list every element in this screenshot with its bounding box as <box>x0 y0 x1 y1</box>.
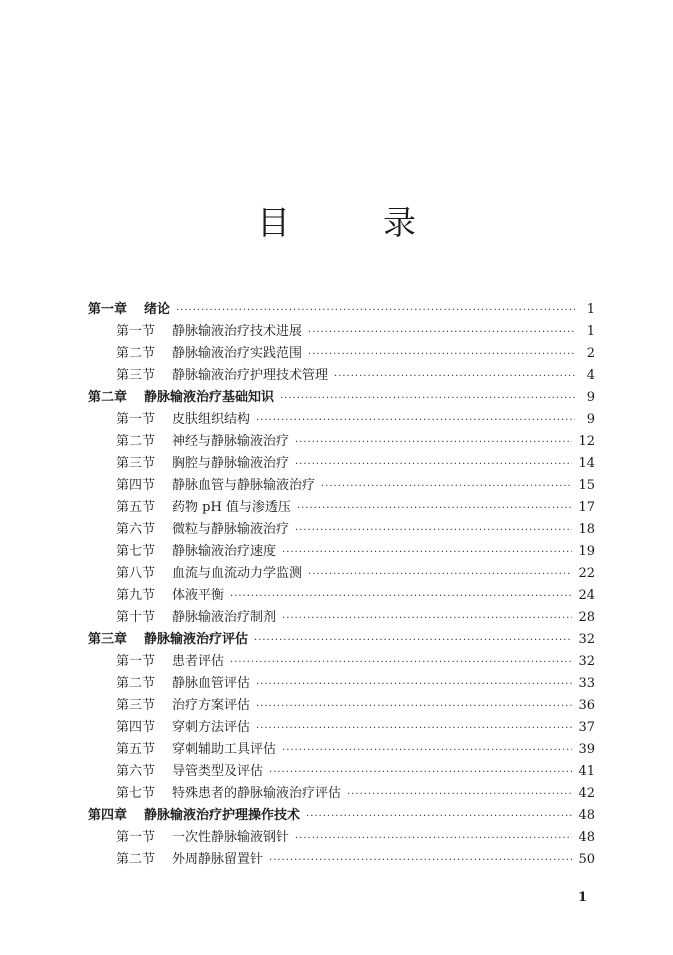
entry-title: 患者评估 <box>172 654 225 669</box>
dot-leader <box>282 740 572 762</box>
entry-page-number: 9 <box>586 412 595 427</box>
entry-title: 穿刺辅助工具评估 <box>172 742 277 757</box>
entry-number: 第五节 <box>116 742 156 757</box>
toc-section-entry[interactable] <box>88 585 595 607</box>
entry-number: 第二章 <box>88 390 128 405</box>
entry-page-number: 17 <box>578 500 595 515</box>
dot-leader <box>297 498 573 520</box>
entry-page-number: 1 <box>586 324 595 339</box>
entry-title: 静脉输液治疗护理技术管理 <box>172 368 329 383</box>
dot-leader <box>334 366 575 388</box>
entry-number: 第八节 <box>116 566 156 581</box>
dot-leader <box>282 608 572 630</box>
entry-page-number: 12 <box>578 434 595 449</box>
toc-section-entry[interactable] <box>88 431 595 453</box>
entry-number: 第四章 <box>88 808 128 823</box>
toc-section-entry[interactable] <box>88 695 595 717</box>
entry-title: 静脉血管评估 <box>172 676 251 691</box>
entry-number: 第三节 <box>116 368 156 383</box>
toc-section-entry[interactable] <box>88 673 595 695</box>
entry-title: 静脉输液治疗基础知识 <box>144 390 275 405</box>
entry-number: 第一节 <box>116 324 156 339</box>
entry-title: 静脉输液治疗评估 <box>144 632 249 647</box>
entry-title: 穿刺方法评估 <box>172 720 251 735</box>
dot-leader <box>256 718 572 740</box>
toc-section-entry[interactable] <box>88 409 595 431</box>
entry-page-number: 32 <box>578 632 595 647</box>
entry-page-number: 19 <box>578 544 595 559</box>
dot-leader <box>230 652 572 674</box>
entry-title: 特殊患者的静脉输液治疗评估 <box>172 786 342 801</box>
entry-number: 第二节 <box>116 346 156 361</box>
entry-number: 第二节 <box>116 434 156 449</box>
entry-page-number: 4 <box>586 368 595 383</box>
toc-section-entry[interactable] <box>88 321 595 343</box>
entry-page-number: 1 <box>586 302 595 317</box>
entry-number: 第二节 <box>116 852 156 867</box>
entry-title: 静脉输液治疗制剂 <box>172 610 277 625</box>
toc-section-entry[interactable] <box>88 343 595 365</box>
entry-page-number: 14 <box>578 456 595 471</box>
dot-leader <box>308 322 575 344</box>
toc-section-entry[interactable] <box>88 761 595 783</box>
dot-leader <box>295 454 572 476</box>
entry-number: 第九节 <box>116 588 156 603</box>
entry-number: 第一章 <box>88 302 128 317</box>
dot-leader <box>256 696 572 718</box>
toc-list <box>88 299 595 871</box>
toc-section-entry[interactable] <box>88 541 595 563</box>
toc-section-entry[interactable] <box>88 783 595 805</box>
entry-title: 血流与血流动力学监测 <box>172 566 303 581</box>
toc-section-entry[interactable] <box>88 453 595 475</box>
entry-title: 治疗方案评估 <box>172 698 251 713</box>
dot-leader <box>347 784 572 806</box>
entry-page-number: 48 <box>578 830 595 845</box>
entry-title: 绪论 <box>144 302 171 317</box>
entry-page-number: 39 <box>578 742 595 757</box>
entry-number: 第七节 <box>116 786 156 801</box>
entry-title: 皮肤组织结构 <box>172 412 251 427</box>
dot-leader <box>282 542 572 564</box>
entry-title: 静脉输液治疗实践范围 <box>172 346 303 361</box>
dot-leader <box>230 586 572 608</box>
entry-number: 第三节 <box>116 456 156 471</box>
entry-title: 药物 pH 值与渗透压 <box>172 500 291 515</box>
entry-number: 第三章 <box>88 632 128 647</box>
entry-title: 外周静脉留置针 <box>172 852 264 867</box>
dot-leader <box>176 300 575 322</box>
entry-number: 第四节 <box>116 720 156 735</box>
entry-page-number: 36 <box>578 698 595 713</box>
entry-page-number: 33 <box>578 676 595 691</box>
entry-page-number: 28 <box>578 610 595 625</box>
dot-leader <box>321 476 572 498</box>
toc-section-entry[interactable] <box>88 519 595 541</box>
entry-number: 第三节 <box>116 698 156 713</box>
entry-page-number: 9 <box>586 390 595 405</box>
dot-leader <box>269 850 572 872</box>
entry-title: 微粒与静脉输液治疗 <box>172 522 290 537</box>
entry-title: 静脉输液治疗速度 <box>172 544 277 559</box>
dot-leader <box>256 674 572 696</box>
toc-chapter-entry[interactable] <box>88 387 595 409</box>
dot-leader <box>308 344 575 366</box>
entry-page-number: 2 <box>586 346 595 361</box>
toc-section-entry[interactable] <box>88 475 595 497</box>
dot-leader <box>295 828 572 850</box>
toc-section-entry[interactable] <box>88 497 595 519</box>
dot-leader <box>306 806 572 828</box>
toc-section-entry[interactable] <box>88 607 595 629</box>
entry-page-number: 37 <box>578 720 595 735</box>
entry-page-number: 15 <box>578 478 595 493</box>
entry-number: 第十节 <box>116 610 156 625</box>
toc-heading: 目 录 <box>257 203 446 242</box>
dot-leader <box>280 388 575 410</box>
entry-number: 第二节 <box>116 676 156 691</box>
dot-leader <box>308 564 572 586</box>
entry-number: 第七节 <box>116 544 156 559</box>
entry-page-number: 48 <box>578 808 595 823</box>
entry-title: 静脉输液治疗技术进展 <box>172 324 303 339</box>
toc-section-entry[interactable] <box>88 849 595 871</box>
page-number: 1 <box>578 890 588 905</box>
entry-number: 第六节 <box>116 522 156 537</box>
entry-number: 第一节 <box>116 830 156 845</box>
entry-page-number: 41 <box>578 764 595 779</box>
entry-number: 第六节 <box>116 764 156 779</box>
entry-page-number: 42 <box>578 786 595 801</box>
toc-section-entry[interactable] <box>88 563 595 585</box>
dot-leader <box>295 520 572 542</box>
entry-page-number: 32 <box>578 654 595 669</box>
entry-title: 胸腔与静脉输液治疗 <box>172 456 290 471</box>
entry-title: 静脉血管与静脉输液治疗 <box>172 478 316 493</box>
entry-page-number: 24 <box>578 588 595 603</box>
entry-number: 第五节 <box>116 500 156 515</box>
entry-page-number: 22 <box>578 566 595 581</box>
dot-leader <box>254 630 572 652</box>
toc-chapter-entry[interactable] <box>88 299 595 321</box>
toc-section-entry[interactable] <box>88 739 595 761</box>
entry-number: 第四节 <box>116 478 156 493</box>
toc-chapter-entry[interactable] <box>88 629 595 651</box>
entry-title: 体液平衡 <box>172 588 225 603</box>
entry-number: 第一节 <box>116 412 156 427</box>
entry-page-number: 50 <box>578 852 595 867</box>
entry-title: 导管类型及评估 <box>172 764 264 779</box>
toc-section-entry[interactable] <box>88 365 595 387</box>
entry-page-number: 18 <box>578 522 595 537</box>
entry-number: 第一节 <box>116 654 156 669</box>
toc-chapter-entry[interactable] <box>88 805 595 827</box>
dot-leader <box>269 762 572 784</box>
toc-section-entry[interactable] <box>88 717 595 739</box>
entry-title: 神经与静脉输液治疗 <box>172 434 290 449</box>
entry-title: 静脉输液治疗护理操作技术 <box>144 808 301 823</box>
toc-section-entry[interactable] <box>88 651 595 673</box>
entry-title: 一次性静脉输液钢针 <box>172 830 290 845</box>
dot-leader <box>256 410 575 432</box>
dot-leader <box>295 432 572 454</box>
toc-section-entry[interactable] <box>88 827 595 849</box>
